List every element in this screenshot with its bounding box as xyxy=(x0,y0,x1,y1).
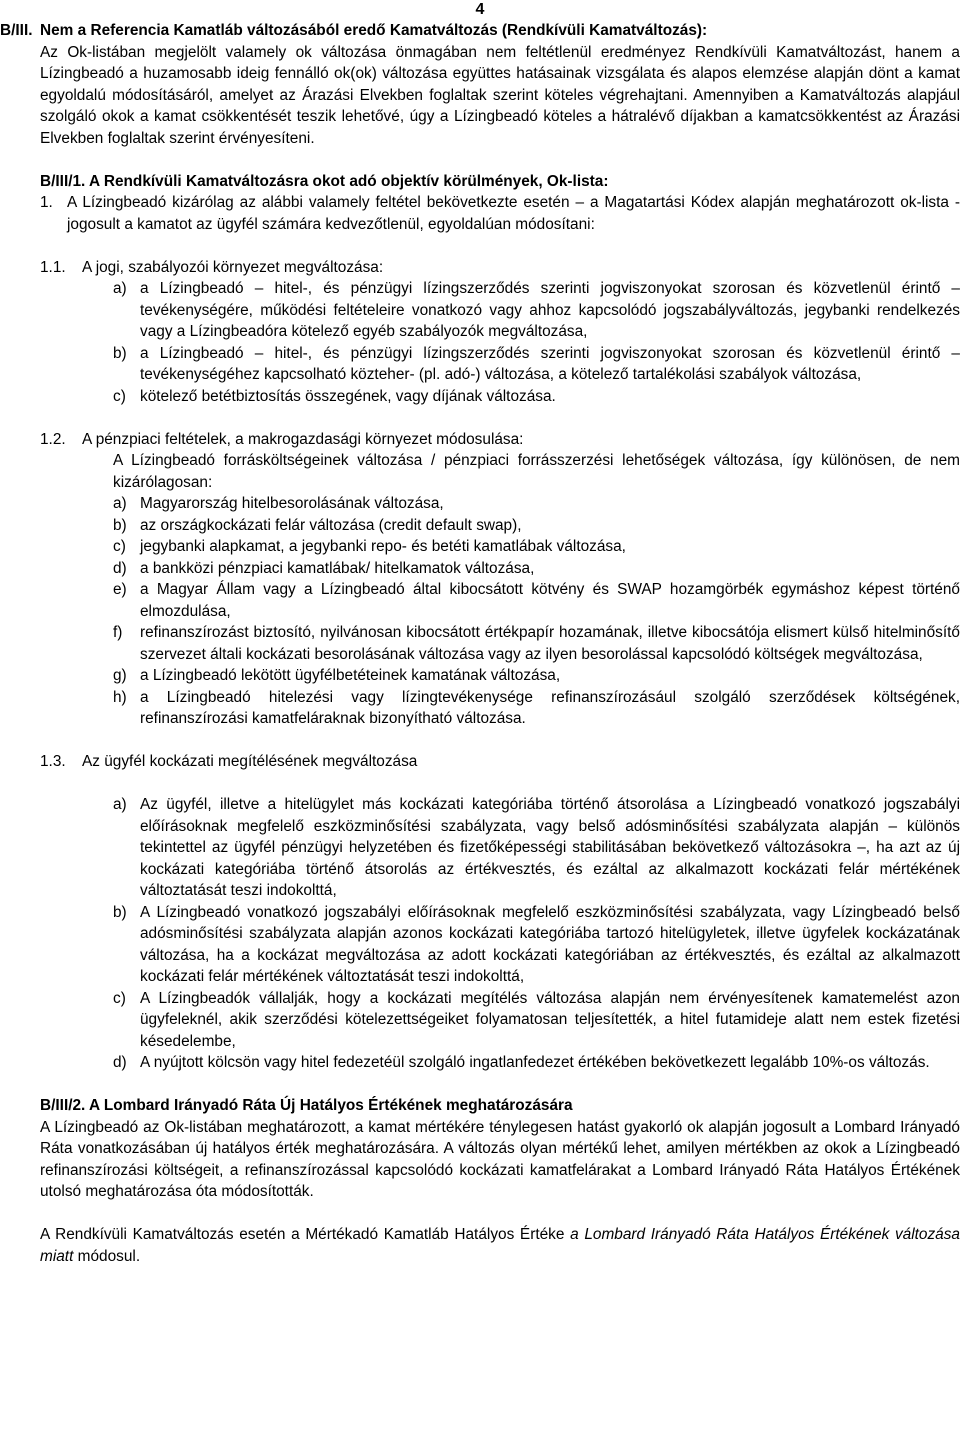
list-item-text: a bankközi pénzpiaci kamatlábak/ hitelkamatok változása, xyxy=(140,559,535,577)
document-body xyxy=(0,20,960,1267)
subsection-title: A pénzpiaci feltételek, a makrogazdasági környezet módosulása: xyxy=(82,430,524,448)
list-item xyxy=(113,343,960,386)
list-item xyxy=(113,536,960,558)
list-item-text: az országkockázati felár változása (credit default swap), xyxy=(140,516,522,534)
list-item xyxy=(113,493,960,515)
list-item-text: A nyújtott kölcsön vagy hitel fedezetéül szolgáló ingatlanfedezet értékében bekövetkezett legalább 10%-os változás. xyxy=(140,1054,930,1071)
subsection-label: 1.3. xyxy=(40,753,66,770)
list-item xyxy=(113,579,960,622)
list-item-text: a Lízingbeadó lekötött ügyfélbetéteinek kamatának változása, xyxy=(140,667,561,684)
list-item-label: f) xyxy=(113,624,123,641)
list-item-text: A Lízingbeadók vállalják, hogy a kockázati megítélés változása alapján nem érvényesítenek kamatemelést azon ügyfeleknél, akik szerződési kötelezettségeiket folyamatosan teljesítették, a hitel futamideje alatt nem estek fizetési késedelembe, xyxy=(140,989,960,1050)
list-item-label: g) xyxy=(113,667,127,684)
subsection-1-2 xyxy=(40,429,960,451)
list-item-label: h) xyxy=(113,688,127,706)
intro-paragraph: Az Ok-listában megjelölt valamely ok változása önmagában nem feltétlenül eredményez Rendkívüli Kamatváltozást, hanem a Lízingbeadó a huzamosabb ideig fennálló ok(ok) változása együttes hatásainak vizsgálata és alapos elemzése alapján dönt a kamat egyoldalú módosításáról, amelyet az Árazási Elvekben foglaltak szerint köteles végrehajtani. Amennyiben a Kamatváltozás alapjául szolgáló okok a kamat csökkentését teszik lehetővé, úgy a Lízingbeadó köteles a hátralévő díjakban a kamatcsökkentést az Árazási Elvekben foglaltak szerint érvényesíteni. xyxy=(40,43,960,147)
list-item-label: a) xyxy=(113,280,127,297)
paragraph-label: 1. xyxy=(40,194,53,211)
list-item xyxy=(113,278,960,343)
list-item-label: c) xyxy=(113,387,126,405)
list-item-text: kötelező betétbiztosítás összegének, vagy díjának változása. xyxy=(140,387,556,405)
section-heading-b3 xyxy=(0,20,960,42)
list-item xyxy=(113,665,960,687)
list-item-label: e) xyxy=(113,581,127,598)
subsection-title: Az ügyfél kockázati megítélésének megváltozása xyxy=(82,753,418,770)
list-item xyxy=(113,386,960,408)
list-item-text: a Magyar Állam vagy a Lízingbeadó által kibocsátott kötvény és SWAP hozamgörbék egymáshoz képest történő elmozdulása, xyxy=(140,581,960,620)
list-item-text: a Lízingbeadó – hitel-, és pénzügyi lízingszerződés szerinti jogviszonyokat szorosan és közvetlenül érintő – tevékenységéhez kapcsolható közteher- (pl. adó-) változása, a kötelező tartalékolási szabályok változása, xyxy=(140,344,960,383)
page-number: 4 xyxy=(475,1,485,18)
section-heading-b3-1: B/III/1. A Rendkívüli Kamatváltozásra okot adó objektív körülmények, Ok-lista: xyxy=(40,172,609,190)
subsection-title: A jogi, szabályozói környezet megváltozása: xyxy=(82,258,384,276)
closing-paragraph xyxy=(40,1224,960,1267)
list-item-text: Az ügyfél, illetve a hitelügylet más kockázati kategóriába történő átsorolása a Lízingbeadó vonatkozó jogszabályi előírásoknak megfelelő eszközminősítési szabályzata, vagy belső adósminősítési szabályzata alapján – különös tekintettel az ügyfél pénzügyi helyzetében és fizetőképességi stabilitásában bekövetkező változásokra –, ha azt az új kockázati kategóriába történő átsorolás az értékvesztés, és ezáltal az alkalmazott kockázati felár mértékének változtatását teszi indokolttá, xyxy=(140,796,960,899)
list-item-text: jegybanki alapkamat, a jegybanki repo- és betéti kamatlábak változása, xyxy=(140,538,626,555)
subsection-intro: A Lízingbeadó forrásköltségeinek változása / pénzpiaci forrásszerzési lehetőségek változása, így különösen, de nem kizárólagosan: xyxy=(113,452,960,491)
list-item xyxy=(113,515,960,537)
closing-text-start: A Rendkívüli Kamatváltozás esetén a Mértékadó Kamatláb Hatályos Értéke xyxy=(40,1226,565,1243)
subsection-label: 1.1. xyxy=(40,258,66,276)
closing-text-italic: a Lombard Irányadó Ráta Hatályos Értékének változása miatt xyxy=(40,1226,960,1265)
subsection-1-1 xyxy=(40,257,960,279)
section-b3-2-paragraph: A Lízingbeadó az Ok-listában meghatározott, a kamat mértékére ténylegesen hatást gyakorló ok alapján jogosult a Lombard Irányadó Ráta vonatkozásában új hatályos érték meghatározására. A változás olyan mértékű lehet, amilyen mértékben az okok a Lízingbeadó refinanszírozási költségeit, a refinanszírozással kapcsolódó kockázati kamatfelárakat a Lombard Irányadó Ráta Hatályos Értékének utolsó meghatározása óta módosították. xyxy=(40,1118,960,1200)
list-item xyxy=(113,988,960,1053)
closing-text-end: módosul. xyxy=(77,1247,141,1265)
list-item xyxy=(113,558,960,580)
subsection-1-3 xyxy=(40,751,960,773)
list-item-label: c) xyxy=(113,989,126,1007)
list-item-text: refinanszírozást biztosító, nyilvánosan kibocsátott értékpapír hozamának, illetve kibocsátója elismert külső hitelminősítő szervezet általi kockázati besorolásának változása vagy az ilyen besorolással kapcsolódó költségek megváltozása, xyxy=(140,624,960,663)
list-item-label: a) xyxy=(113,495,127,512)
list-item xyxy=(113,902,960,988)
section-title: Nem a Referencia Kamatláb változásából eredő Kamatváltozás (Rendkívüli Kamatváltozás): xyxy=(40,22,708,39)
section-heading-b3-2: B/III/2. A Lombard Irányadó Ráta Új Hatályos Értékének meghatározására xyxy=(40,1097,573,1114)
list-item-label: b) xyxy=(113,344,127,362)
list-item-label: a) xyxy=(113,796,127,813)
list-item-text: a Lízingbeadó hitelezési vagy lízingtevékenysége refinanszírozásául szolgáló szerződések költségének, refinanszírozási kamatfeláraknak bizonyítható változása. xyxy=(140,688,960,727)
list-item-text: a Lízingbeadó – hitel-, és pénzügyi lízingszerződés szerinti jogviszonyokat szorosan és közvetlenül érintő – tevékenységére, működési feltételeire vonatkozó vagy ahhoz kapcsolódó jogszabályváltozás, jegybanki rendelkezés vagy a Lízingbeadóra kötelező egyéb szabályozók megváltozása, xyxy=(140,280,960,340)
list-item-label: b) xyxy=(113,516,127,534)
list-item-label: d) xyxy=(113,559,127,577)
list-item-label: b) xyxy=(113,903,127,921)
list-item xyxy=(113,1052,960,1074)
list-item-label: d) xyxy=(113,1054,127,1071)
list-item xyxy=(113,622,960,665)
list-item-text: Magyarország hitelbesorolásának változása, xyxy=(140,495,444,512)
list-item-text: A Lízingbeadó vonatkozó jogszabályi előírásoknak megfelelő eszközminősítési szabályzata, vagy Lízingbeadó belső adósminősítési szabályzata alapján azonos kockázati kategóriába tartozó hitelügyletek, illetve ügyfelek kockázatának változása, ha a kockázat megváltozása az adott kockázati kategóriában az értékvesztés, és ezáltal az alkalmazott kockázati felár mértékének változtatását teszi indokolttá, xyxy=(140,903,960,985)
paragraph-text: A Lízingbeadó kizárólag az alábbi valamely feltétel bekövetkezte esetén – a Magatartási Kódex alapján meghatározott ok-lista - jogosult a kamatot az ügyfél számára kedvezőtlenül, egyoldalúan módosítani: xyxy=(67,194,960,233)
list-item xyxy=(113,794,960,902)
subsection-label: 1.2. xyxy=(40,430,66,448)
list-item xyxy=(113,687,960,730)
list-item-label: c) xyxy=(113,538,126,555)
section-label: B/III. xyxy=(0,22,33,39)
paragraph-1 xyxy=(40,192,960,235)
